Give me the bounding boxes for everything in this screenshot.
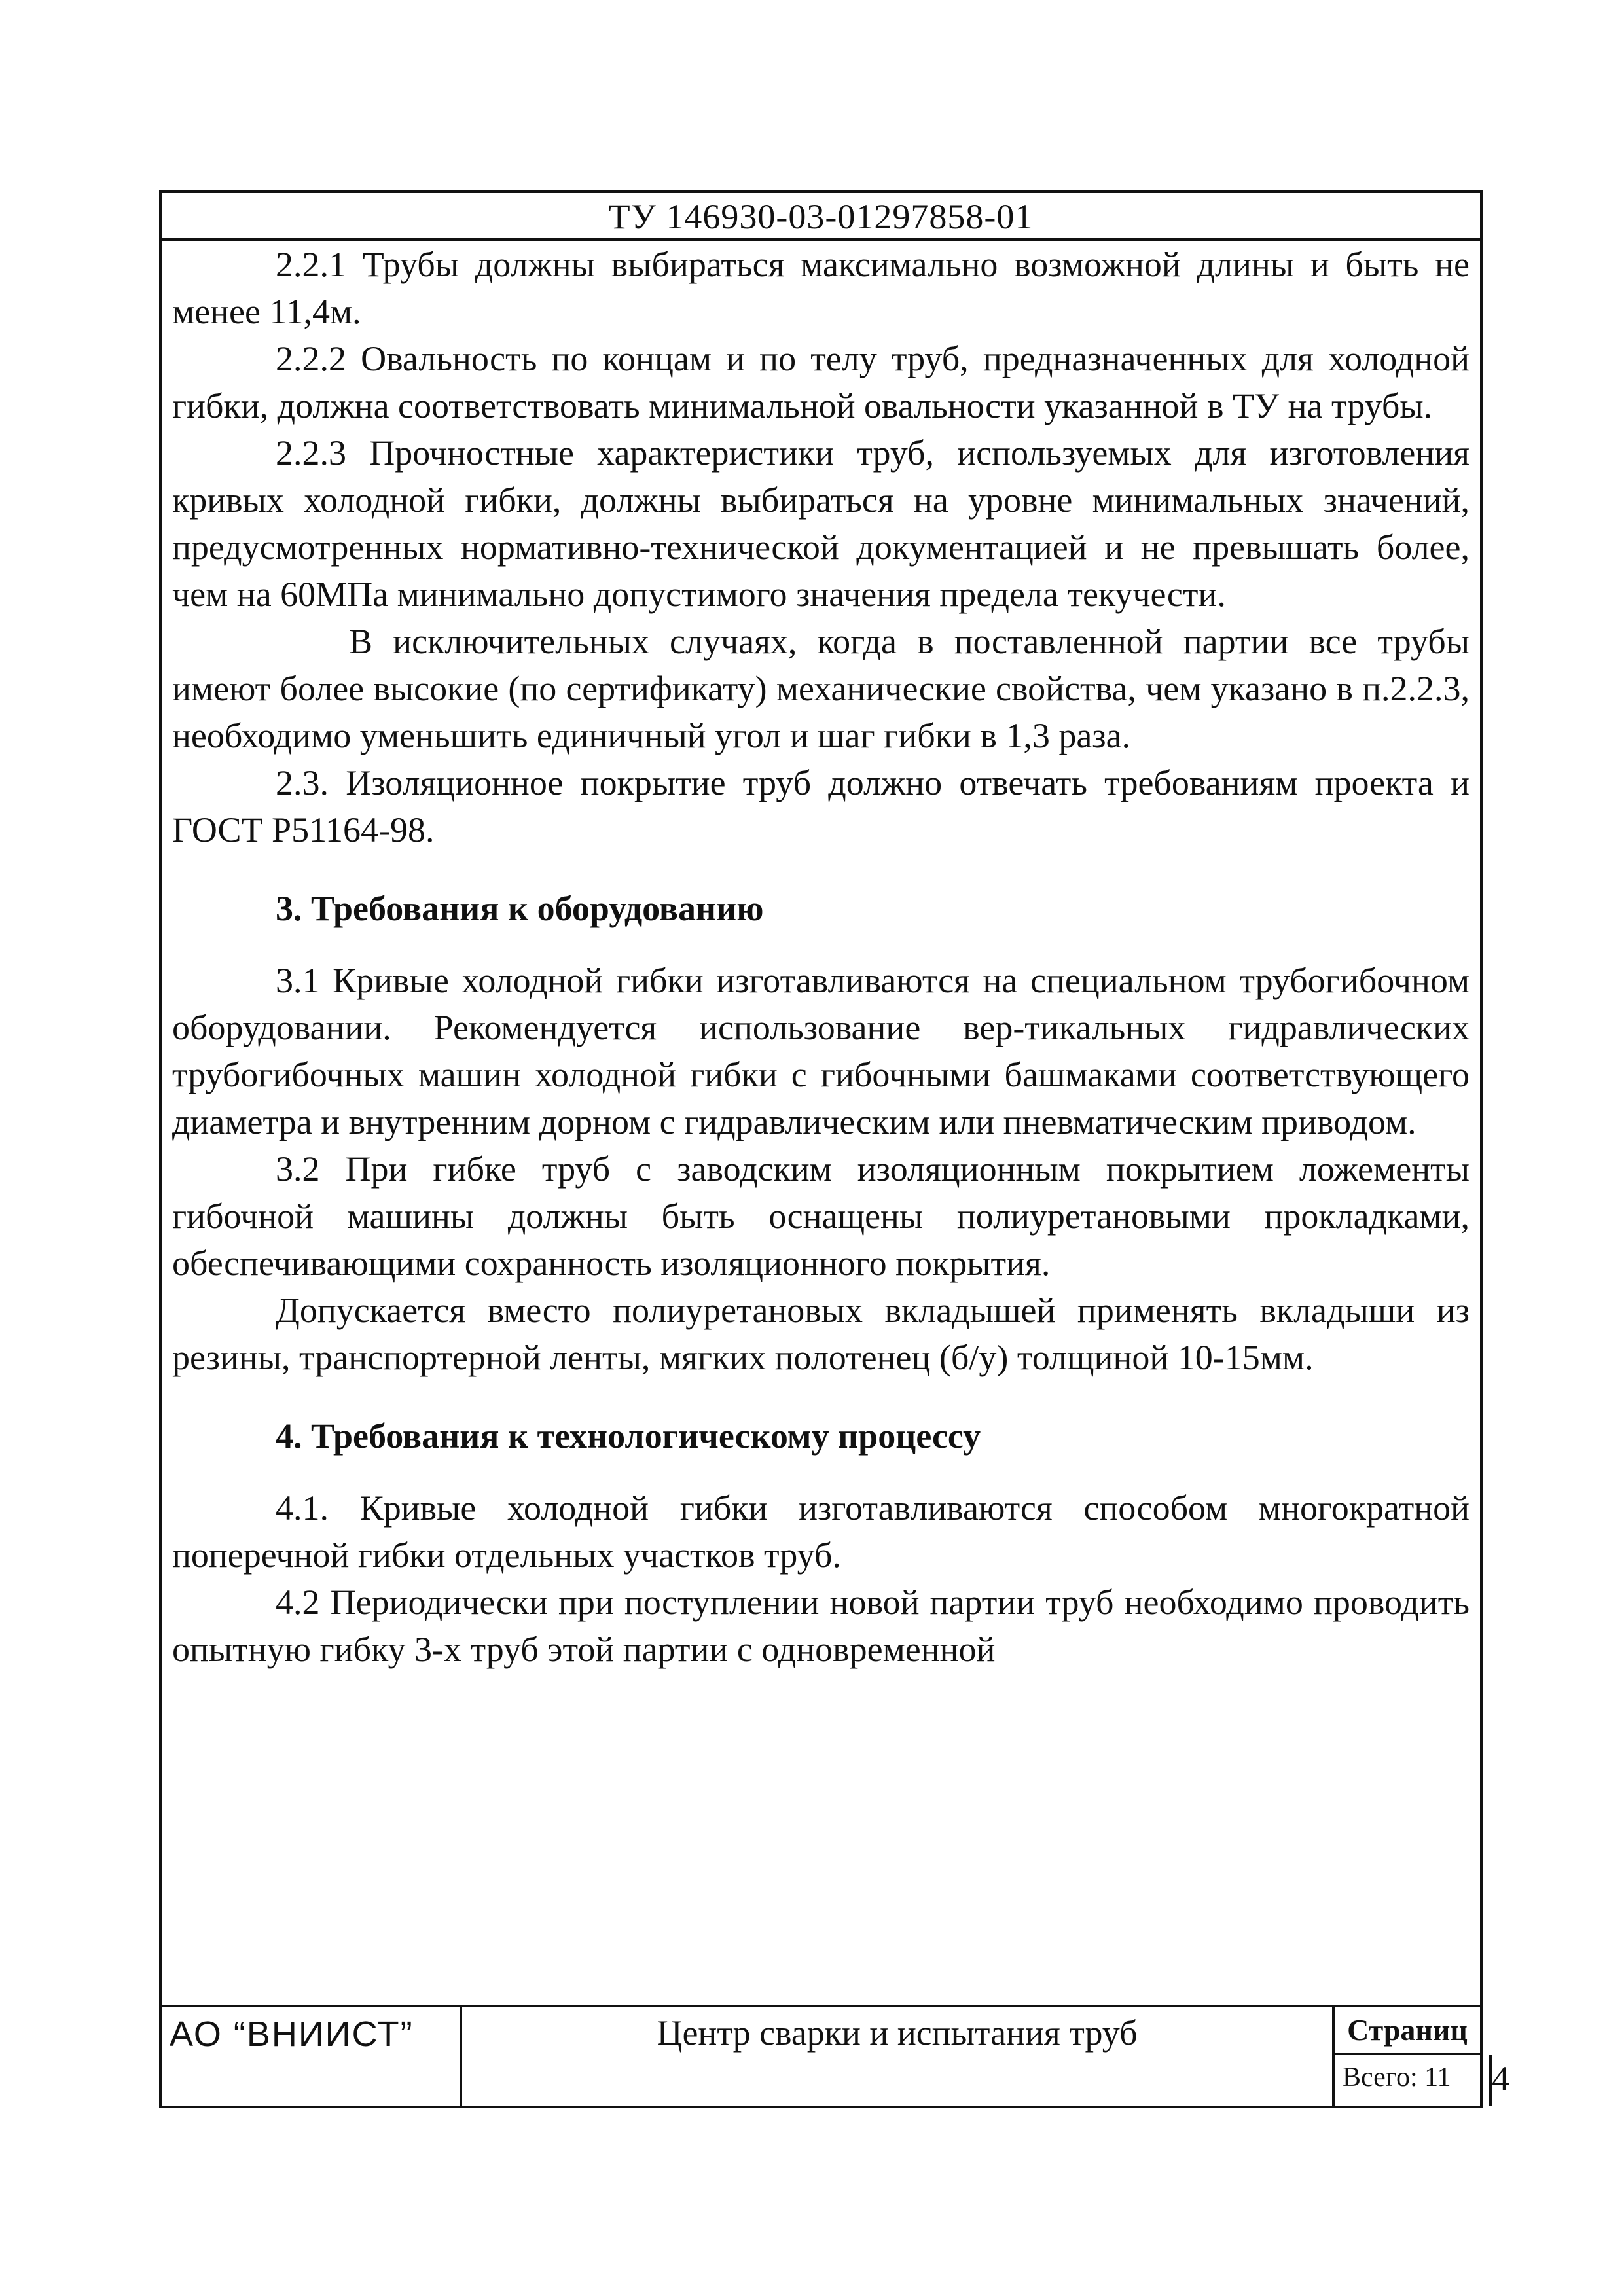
paragraph-2-3: 2.3. Изоляционное покрытие труб должно отвечать требованиям проекта и ГОСТ Р51164-98. — [172, 763, 1470, 850]
paragraph-3-1: 3.1 Кривые холодной гибки изготавливаются на специальном трубогибочном оборудовании. Рекомендуется использование вер-тикальных гидравлических трубогибочных машин холодной гибки с гибочными башмаками соответствующего диаметра и внутренним дорном с гидравлическим или пневматическим приводом. — [172, 961, 1470, 1141]
pages-label: Страниц — [1335, 2007, 1480, 2055]
paragraph-3-2: 3.2 При гибке труб с заводским изоляционным покрытием ложементы гибочной машины должны быть оснащены полиуретановыми прокладками, обеспечивающими сохранность изоляционного покрытия. — [172, 1149, 1470, 1283]
paragraph-2-2-1: 2.2.1 Трубы должны выбираться максимально возможной длины и быть не менее 11,4м. — [172, 245, 1470, 331]
section-3-heading: 3. Требования к оборудованию — [276, 889, 764, 928]
paragraph-2-2-3: 2.2.3 Прочностные характеристики труб, используемых для изготовления кривых холодной гибки, должны выбираться на уровне минимальных значений, предусмотренных нормативно-технической документацией и не превышать более, чем на 60МПа минимально допустимого значения предела текучести. — [172, 433, 1470, 614]
paragraph-4-2: 4.2 Периодически при поступлении новой партии труб необходимо проводить опытную гибку 3-х труб этой партии с одновременной — [172, 1583, 1470, 1669]
document-body — [172, 241, 1470, 1673]
paragraph-exception: В исключительных случаях, когда в поставленной партии все трубы имеют более высокие (по сертификату) механические свойства, чем указано в п.2.2.3, необходимо уменьшить единичный угол и шаг гибки в 1,3 раза. — [172, 622, 1470, 755]
organization-name: АО “ВНИИСТ” — [162, 2007, 462, 2106]
document-code-header: ТУ 146930-03-01297858-01 — [162, 193, 1480, 241]
paragraph-4-1: 4.1. Кривые холодной гибки изготавливаются способом многократной поперечной гибки отдельных участков труб. — [172, 1488, 1470, 1575]
paragraph-allowed: Допускается вместо полиуретановых вкладышей применять вкладыши из резины, транспортерной ленты, мягких полотенец (б/у) толщиной 10-15мм. — [172, 1291, 1470, 1377]
total-pages: Всего: 11 — [1335, 2055, 1492, 2106]
pages-block: Страниц Всего: 11 4 — [1335, 2007, 1480, 2106]
title-block — [162, 2005, 1509, 2106]
paragraph-2-2-2: 2.2.2 Овальность по концам и по телу труб, предназначенных для холодной гибки, должна соответствовать минимальной овальности указанной в ТУ на трубы. — [172, 339, 1470, 425]
department-name: Центр сварки и испытания труб — [462, 2007, 1335, 2106]
document-frame — [159, 190, 1509, 2108]
section-4-heading: 4. Требования к технологическому процессу — [276, 1416, 981, 1456]
